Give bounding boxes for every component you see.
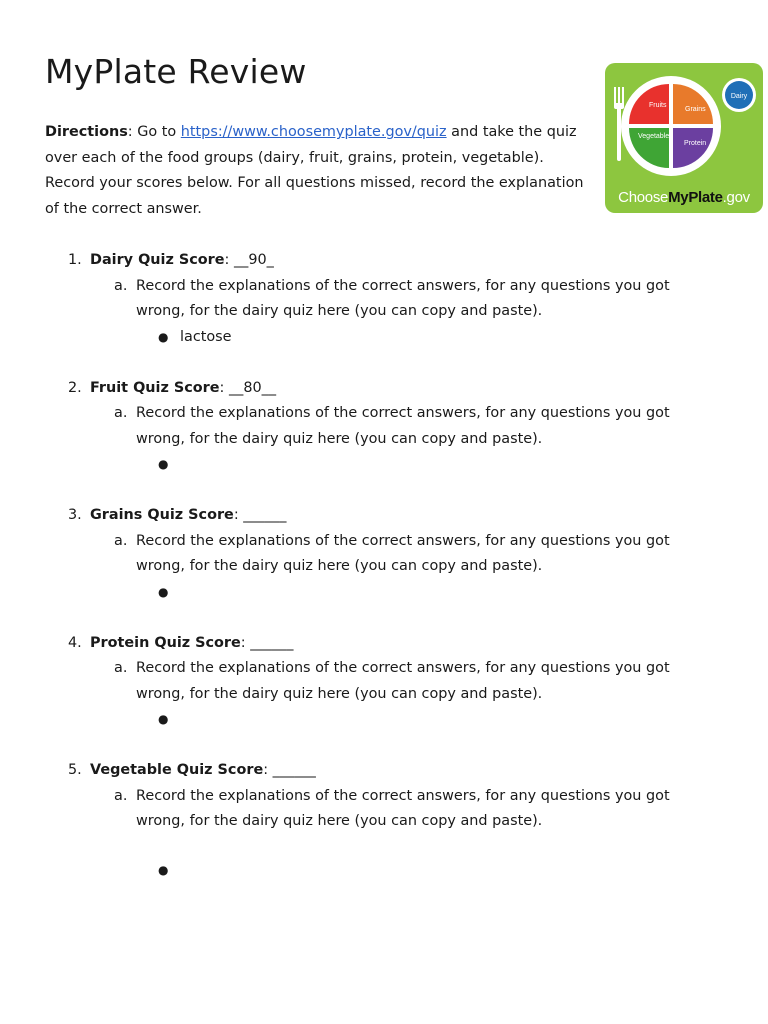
question-number: 4. xyxy=(68,634,82,651)
question-label: Grains Quiz Score xyxy=(90,507,234,523)
question-number: 3. xyxy=(68,507,82,523)
question-label: Vegetable Quiz Score xyxy=(90,762,264,778)
sub-letter: a. xyxy=(114,532,128,549)
question-label: Protein Quiz Score xyxy=(90,634,241,651)
bullet-icon: ● xyxy=(158,863,169,877)
directions-colon: : xyxy=(127,124,138,140)
directions-paragraph xyxy=(45,120,595,222)
sub-instruction-line1: Record the explanations of the correct answers, for any questions you got xyxy=(136,405,670,421)
sub-letter: a. xyxy=(114,787,128,804)
sub-instruction-line1: Record the explanations of the correct answers, for any questions you got xyxy=(136,787,670,804)
page-title: MyPlate Review xyxy=(45,52,307,91)
question-score[interactable]: : ______ xyxy=(233,507,287,523)
plate-rim xyxy=(621,76,721,176)
directions-text: and take the quiz over each of the food groups (dairy, fruit, grains, protein, vegetable). Record your scores below. For all questions missed, record the explanation of the correct answer. xyxy=(45,124,584,217)
directions-label: Directions xyxy=(45,124,128,140)
question-score[interactable]: : __90_ xyxy=(224,252,274,268)
fruits-label: Fruits xyxy=(649,102,667,109)
vegetables-label: Vegetables xyxy=(638,133,673,140)
sub-instruction-line1: Record the explanations of the correct answers, for any questions you got xyxy=(136,277,670,294)
bullet-icon: ● xyxy=(158,712,169,726)
sub-instruction-line2: wrong, for the dairy quiz here (you can copy and paste). xyxy=(136,685,543,702)
logo-wordmark xyxy=(605,189,763,206)
grains-label: Grains xyxy=(685,106,706,113)
protein-label: Protein xyxy=(684,140,707,147)
question-number: 5. xyxy=(68,762,82,778)
sub-instruction-line1: Record the explanations of the correct answers, for any questions you got xyxy=(136,532,670,549)
bullet-icon: ● xyxy=(158,457,169,471)
question-label: Dairy Quiz Score xyxy=(90,252,225,268)
sub-letter: a. xyxy=(114,405,128,421)
logo-gov: .gov xyxy=(722,189,750,206)
sub-instruction-line1: Record the explanations of the correct answers, for any questions you got xyxy=(136,660,670,676)
question-number: 2. xyxy=(68,379,82,396)
grains-section xyxy=(673,84,713,124)
sub-instruction-line2: wrong, for the dairy quiz here (you can copy and paste). xyxy=(136,813,543,829)
logo-myplate: MyPlate xyxy=(668,189,723,206)
question-label: Fruit Quiz Score xyxy=(90,379,220,396)
question-score[interactable]: : ______ xyxy=(240,634,294,651)
directions-pre-link: Go to xyxy=(137,124,181,140)
sub-instruction-line2: wrong, for the dairy quiz here (you can copy and paste). xyxy=(136,430,543,447)
choosemyplate-logo xyxy=(605,63,763,213)
question-score[interactable]: : ______ xyxy=(263,762,316,778)
sub-letter: a. xyxy=(114,660,128,676)
question-score[interactable]: : __80__ xyxy=(219,379,277,396)
logo-choose: Choose xyxy=(618,189,669,206)
quiz-link[interactable]: https://www.choosemyplate.gov/quiz xyxy=(180,124,447,140)
sub-instruction-line2: wrong, for the dairy quiz here (you can copy and paste). xyxy=(136,303,543,319)
bullet-icon: ● xyxy=(158,584,169,599)
protein-section xyxy=(673,128,713,168)
dairy-label: Dairy xyxy=(730,93,748,100)
sub-letter: a. xyxy=(114,277,128,294)
bullet-icon: ● xyxy=(158,329,169,344)
sub-instruction-line2: wrong, for the dairy quiz here (you can copy and paste). xyxy=(136,558,543,574)
question-number: 1. xyxy=(68,252,82,268)
answer-text[interactable]: lactose xyxy=(180,328,232,345)
